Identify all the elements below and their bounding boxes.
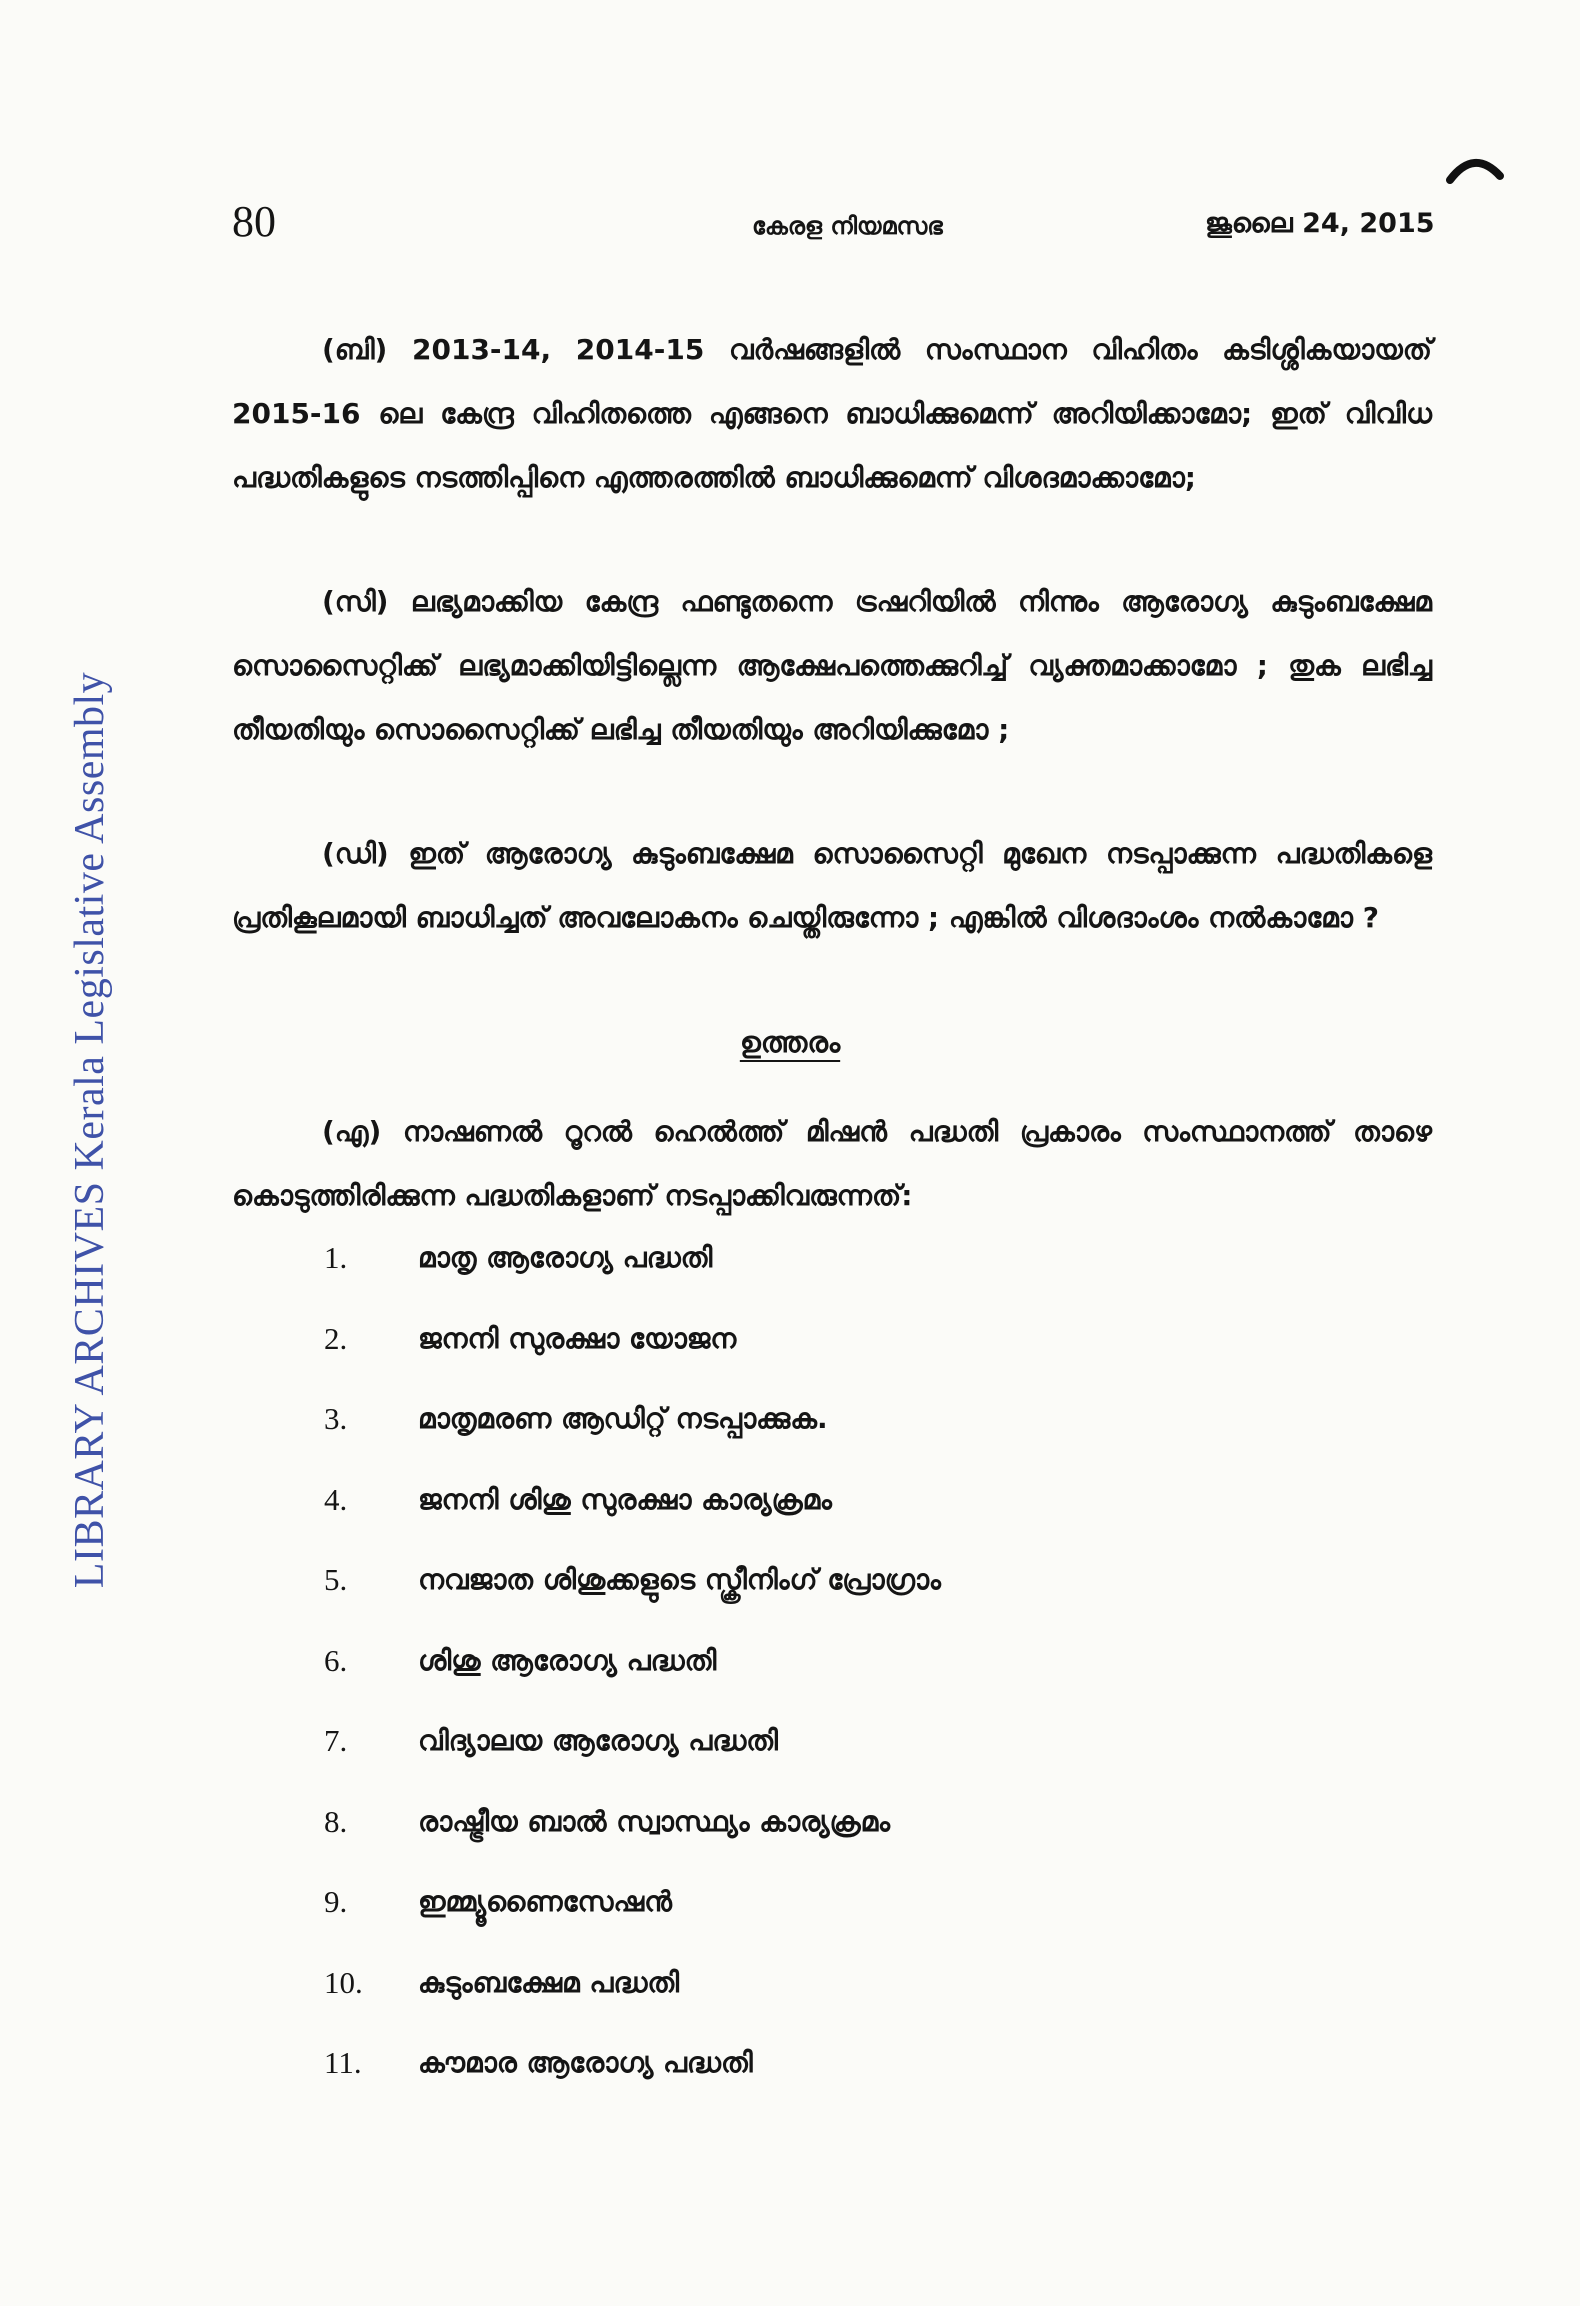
corner-scan-mark (1446, 150, 1504, 188)
list-item-number: 5. (324, 1562, 348, 1597)
list-item (324, 1641, 1324, 1722)
list-item-text: വിദ്യാലയ ആരോഗ്യ പദ്ധതി (418, 1724, 778, 1757)
list-item-text: നവജാത ശിശുക്കളുടെ സ്ക്രീനിംഗ് പ്രോഗ്രാം (418, 1563, 941, 1596)
question-d: (ഡി) ഇത് ആരോഗ്യ കുടുംബക്ഷേമ സൊസൈറ്റി മുഖേന നടപ്പാക്കുന്ന പദ്ധതികളെ പ്രതികൂലമായി ബാധിച്ചത് അവലോകനം ചെയ്തിരുന്നോ ; എങ്കിൽ വിശദാംശം നൽകാമോ ? (232, 837, 1432, 934)
list-item-text: ശിശു ആരോഗ്യ പദ്ധതി (418, 1643, 717, 1677)
list-item-text: മാതൃമരണ ആഡിറ്റ് നടപ്പാക്കുക. (418, 1402, 828, 1435)
list-item-number: 3. (324, 1401, 348, 1436)
list-item (324, 1319, 1324, 1400)
list-item (324, 1399, 1324, 1480)
list-item-text: മാതൃ ആരോഗ്യ പദ്ധതി (418, 1241, 713, 1274)
list-item-number: 10. (324, 1964, 363, 2000)
list-item (324, 1963, 1324, 2044)
scheme-list (324, 1238, 1324, 2124)
question-c: (സി) ലഭ്യമാക്കിയ കേന്ദ്ര ഫണ്ടുതന്നെ ട്രഷറിയിൽ നിന്നും ആരോഗ്യ കുടുംബക്ഷേമ സൊസൈറ്റിക്ക് ലഭ്യമാക്കിയിട്ടില്ലെന്ന ആക്ഷേപത്തെക്കുറിച്ച് വ്യക്തമാക്കാമോ ; തുക ലഭിച്ച തീയതിയും സൊസൈറ്റിക്ക് ലഭിച്ച തീയതിയും അറിയിക്കുമോ ; (232, 585, 1432, 746)
archive-watermark: LIBRARY ARCHIVES Kerala Legislative Assembly (67, 671, 113, 1589)
page-number: 80 (232, 197, 276, 246)
list-item (324, 1721, 1324, 1802)
list-item-text: ജനനി ശിശു സുരക്ഷാ കാര്യക്രമം (418, 1482, 832, 1516)
list-item-number: 1. (324, 1240, 348, 1275)
list-item-text: ജനനി സുരക്ഷാ യോജന (418, 1321, 737, 1355)
answer-heading: ഉത്തരം (739, 1025, 841, 1059)
list-item (324, 1560, 1324, 1641)
list-item (324, 1802, 1324, 1883)
list-item-number: 8. (324, 1803, 348, 1839)
list-item-number: 4. (324, 1481, 348, 1517)
list-item (324, 2043, 1324, 2124)
page-header-title: കേരള നിയമസഭ (752, 212, 943, 240)
list-item-text: രാഷ്ട്രീയ ബാൽ സ്വാസ്ഥ്യം കാര്യക്രമം (418, 1804, 890, 1838)
list-item-text: കൗമാര ആരോഗ്യ പദ്ധതി (418, 2046, 753, 2079)
list-item (324, 1480, 1324, 1561)
list-item-number: 2. (324, 1320, 348, 1356)
list-item-text: കുടുംബക്ഷേമ പദ്ധതി (418, 1965, 680, 1999)
page-header-date: ജൂലൈ 24, 2015 (1205, 208, 1435, 239)
answer-a: (എ) നാഷണൽ റൂറൽ ഹെൽത്ത് മിഷൻ പദ്ധതി പ്രകാരം സംസ്ഥാനത്ത് താഴെ കൊടുത്തിരിക്കുന്ന പദ്ധതികളാണ് നടപ്പാക്കിവരുന്നത്: (232, 1115, 1432, 1212)
list-item (324, 1238, 1324, 1319)
list-item-number: 7. (324, 1723, 348, 1758)
list-item-number: 11. (324, 2045, 362, 2080)
list-item-text: ഇമ്മ്യൂണൈസേഷൻ (418, 1885, 672, 1918)
list-item (324, 1882, 1324, 1963)
question-b: (ബി) 2013-14, 2014-15 വർഷങ്ങളിൽ സംസ്ഥാന വിഹിതം കടിശ്ശികയായത് 2015-16 ലെ കേന്ദ്ര വിഹിതത്തെ എങ്ങനെ ബാധിക്കുമെന്ന് അറിയിക്കാമോ; ഇത് വിവിധ പദ്ധതികളുടെ നടത്തിപ്പിനെ എത്തരത്തിൽ ബാധിക്കുമെന്ന് വിശദമാക്കാമോ; (232, 333, 1432, 494)
list-item-number: 6. (324, 1642, 348, 1678)
list-item-number: 9. (324, 1884, 348, 1919)
